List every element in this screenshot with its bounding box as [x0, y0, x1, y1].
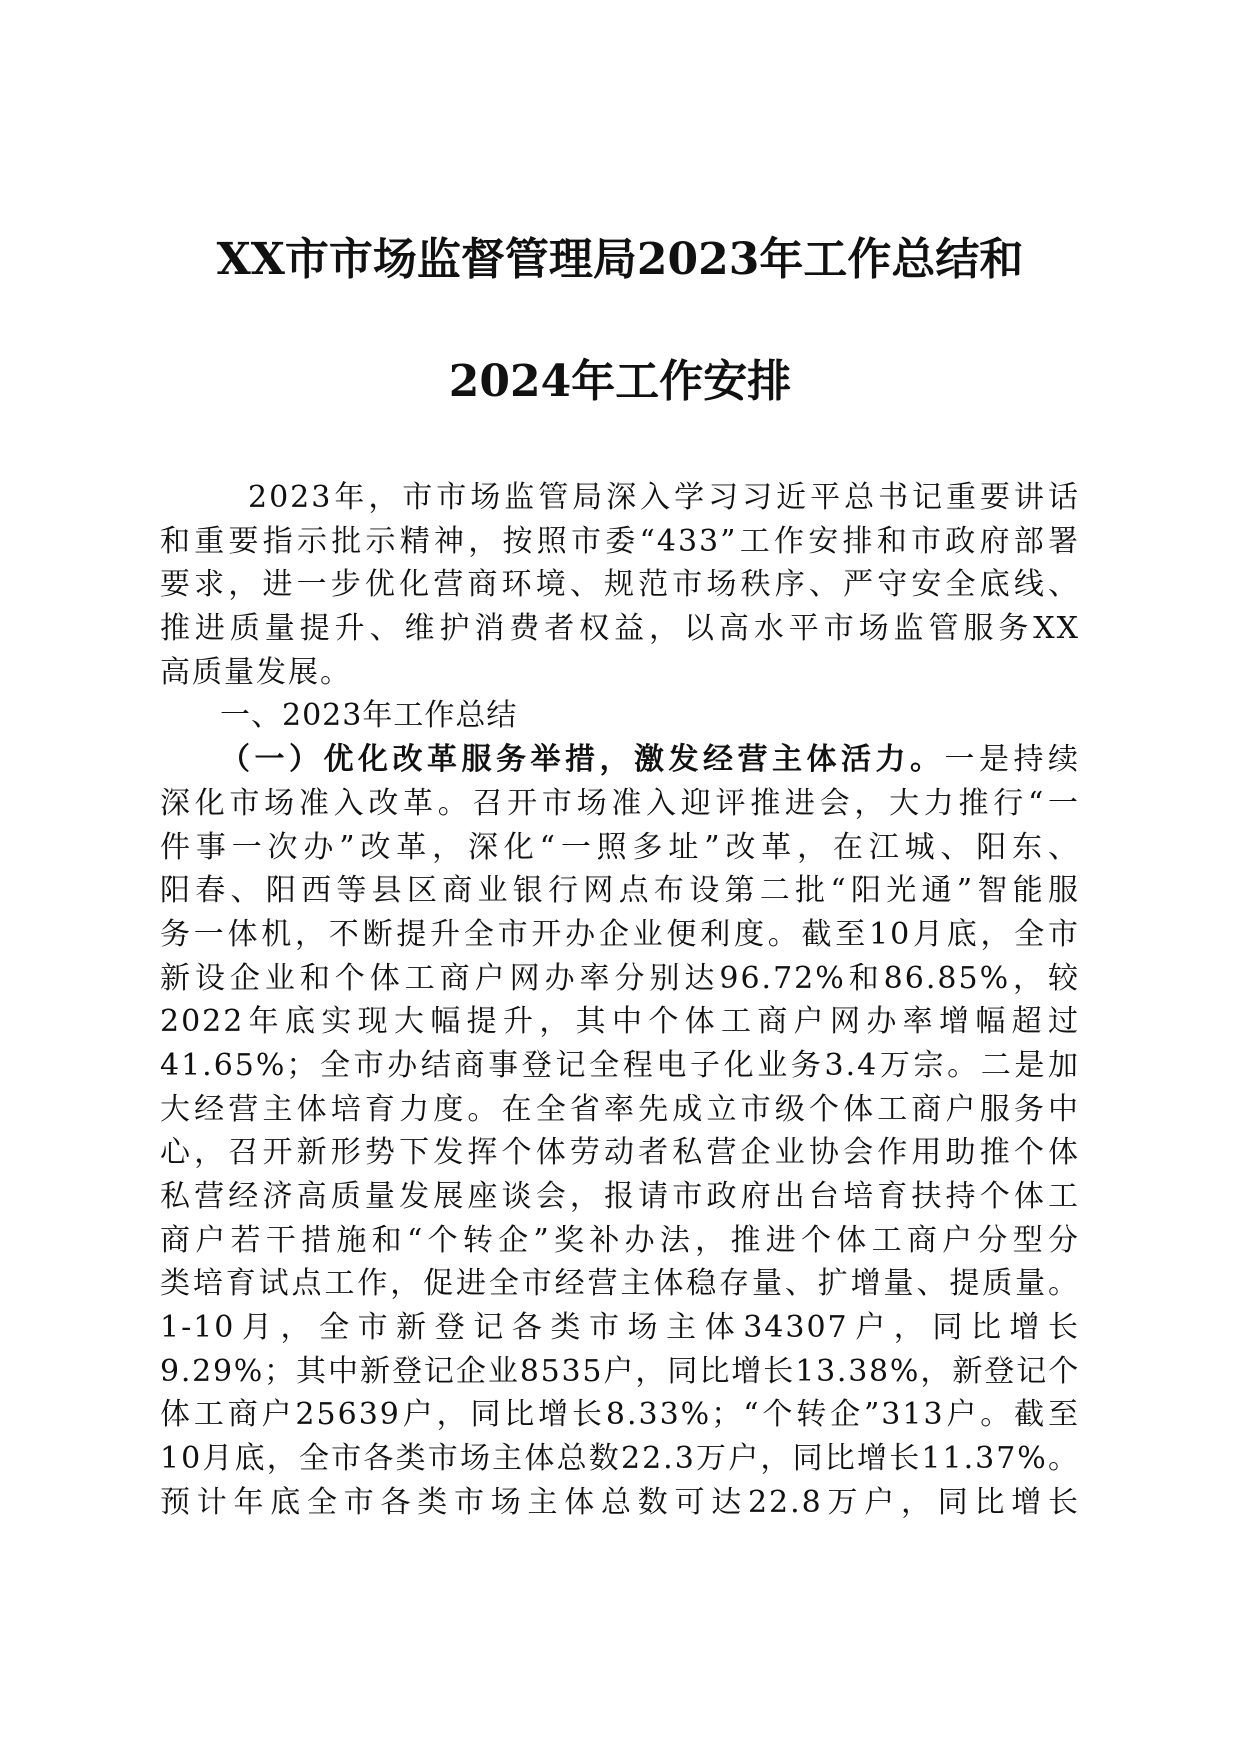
paragraph-line: 预计年底全市各类市场主体总数可达22.8万户，同比增长 — [160, 1484, 1080, 1520]
paragraph-line: 推进质量提升、维护消费者权益，以高水平市场监管服务XX — [160, 611, 1080, 647]
paragraph-line: 阳春、阳西等县区商业银行网点布设第二批“阳光通”智能服 — [160, 873, 1080, 909]
document-title-line-1: XX市市场监督管理局2023年工作总结和 — [216, 234, 1024, 285]
paragraph-line: 2023年，市市场监管局深入学习习近平总书记重要讲话 — [248, 480, 1080, 515]
paragraph-line: 类培育试点工作，促进全市经营主体稳存量、扩增量、提质量。 — [160, 1266, 1080, 1302]
paragraph-line: 件事一次办”改革，深化“一照多址”改革，在江城、阳东、 — [160, 829, 1080, 865]
section-heading: 一、2023年工作总结 — [220, 698, 518, 734]
document-body — [160, 476, 1080, 1525]
paragraph-line: 10月底，全市各类市场主体总数22.3万户，同比增长11.37%。 — [160, 1441, 1080, 1477]
subsection-first-line-text: 一是持续 — [944, 742, 1080, 778]
paragraph-line: 41.65%；全市办结商事登记全程电子化业务3.4万宗。二是加 — [160, 1047, 1080, 1083]
paragraph-line: 私营经济高质量发展座谈会，报请市政府出台培育扶持个体工 — [160, 1179, 1080, 1214]
paragraph-line: 商户若干措施和“个转企”奖补办法，推进个体工商户分型分 — [160, 1222, 1080, 1258]
paragraph-line: 体工商户25639户，同比增长8.33%；“个转企”313户。截至 — [160, 1397, 1080, 1433]
paragraph-line: 2022年底实现大幅提升，其中个体工商户网办率增幅超过 — [160, 1004, 1080, 1040]
document-title-line-2: 2024年工作安排 — [448, 356, 792, 407]
paragraph-line: 务一体机，不断提升全市开办企业便利度。截至10月底，全市 — [160, 916, 1080, 952]
paragraph-line: 心，召开新形势下发挥个体劳动者私营企业协会作用助推个体 — [160, 1135, 1080, 1171]
paragraph-line: 高质量发展。 — [160, 654, 352, 690]
paragraph-line: 1-10月，全市新登记各类市场主体34307户，同比增长 — [160, 1310, 1080, 1346]
paragraph-line: 大经营主体培育力度。在全省率先成立市级个体工商户服务中 — [160, 1091, 1080, 1127]
subsection-first-line — [160, 738, 1080, 782]
paragraph-line: 新设企业和个体工商户网办率分别达96.72%和86.85%，较 — [160, 960, 1080, 996]
paragraph-line: 和重要指示批示精神，按照市委“433”工作安排和市政府部署 — [160, 523, 1080, 559]
paragraph-line: 深化市场准入改革。召开市场准入迎评推进会，大力推行“一 — [160, 785, 1080, 821]
paragraph-line: 9.29%；其中新登记企业8535户，同比增长13.38%，新登记个 — [160, 1353, 1080, 1389]
paragraph-line: 要求，进一步优化营商环境、规范市场秩序、严守安全底线、 — [160, 567, 1080, 603]
subsection-heading: （一）优化改革服务举措，激发经营主体活力。 — [220, 742, 945, 778]
